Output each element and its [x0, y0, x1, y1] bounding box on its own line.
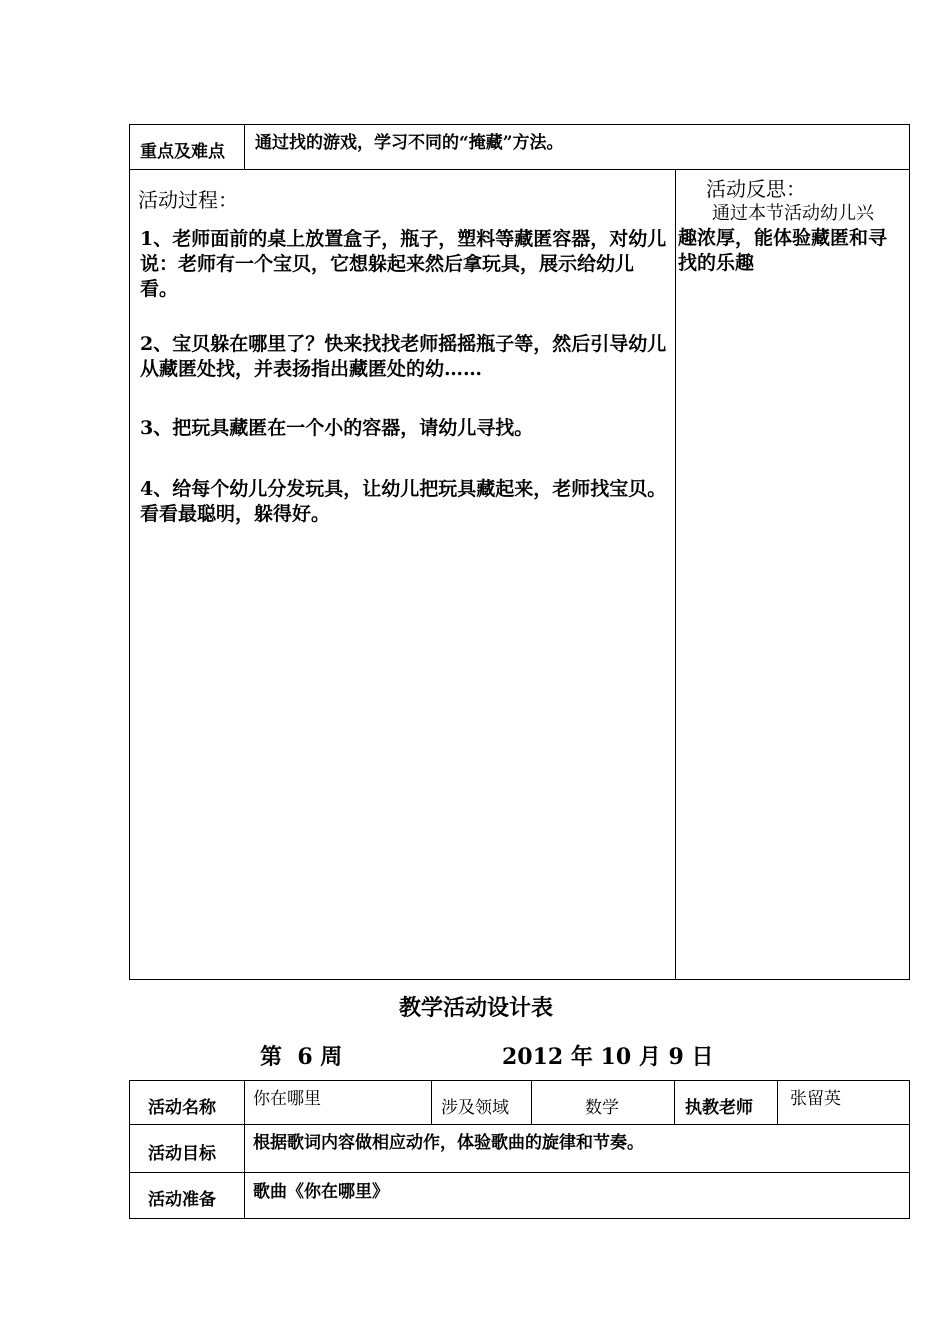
prep-value-cell [244, 1172, 910, 1219]
reflection-line-1: 通过本节活动幼儿兴 [712, 203, 874, 224]
reflection-cell [675, 169, 910, 980]
reflection-line-2: 趣浓厚，能体验藏匿和寻 [678, 227, 888, 249]
form-title: 教学活动设计表 [399, 995, 554, 1021]
goal-value: 根据歌词内容做相应动作，体验歌曲的旋律和节奏。 [253, 1133, 644, 1153]
process-label: 活动过程： [138, 188, 238, 212]
goal-label-cell [129, 1124, 245, 1173]
name-value: 你在哪里 [253, 1089, 321, 1109]
domain-label-cell [431, 1080, 532, 1125]
date-label: 2012 年 10 月 9 日 [502, 1044, 714, 1070]
name-label-cell [129, 1080, 245, 1125]
key-points-label: 重点及难点 [140, 142, 225, 162]
teacher-label-cell [674, 1080, 778, 1125]
key-points-value-cell [244, 124, 910, 170]
teacher-value: 张留英 [790, 1089, 841, 1109]
process-step-2: 2、宝贝躲在哪里了？快来找找老师摇摇瓶子等，然后引导幼儿从藏匿处找，并表扬指出藏匿处的幼…… [140, 333, 667, 380]
prep-label: 活动准备 [148, 1190, 216, 1210]
prep-value: 歌曲《你在哪里》 [253, 1182, 389, 1202]
teacher-label: 执教老师 [685, 1098, 753, 1118]
week-label: 第 6 周 [260, 1044, 343, 1070]
process-step-4: 4、给每个幼儿分发玩具，让幼儿把玩具藏起来，老师找宝贝。看看最聪明，躲得好。 [140, 478, 667, 525]
key-points-label-cell [129, 124, 245, 170]
reflection-line-3: 找的乐趣 [678, 252, 755, 274]
name-label: 活动名称 [148, 1098, 216, 1118]
name-value-cell [244, 1080, 432, 1125]
domain-label: 涉及领域 [441, 1098, 509, 1118]
reflection-label: 活动反思： [706, 177, 806, 201]
process-step-1: 1、老师面前的桌上放置盒子，瓶子，塑料等藏匿容器，对幼儿说：老师有一个宝贝，它想躲起来然后拿玩具，展示给幼儿看。 [140, 228, 667, 300]
process-cell [129, 169, 676, 980]
process-step-3: 3、把玩具藏匿在一个小的容器，请幼儿寻找。 [140, 417, 534, 439]
key-points-text: 通过找的游戏，学习不同的“掩藏”方法。 [255, 133, 564, 153]
domain-value: 数学 [585, 1098, 619, 1118]
teacher-value-cell [777, 1080, 910, 1125]
goal-value-cell [244, 1124, 910, 1173]
domain-value-cell [531, 1080, 675, 1125]
goal-label: 活动目标 [148, 1144, 216, 1164]
prep-label-cell [129, 1172, 245, 1219]
